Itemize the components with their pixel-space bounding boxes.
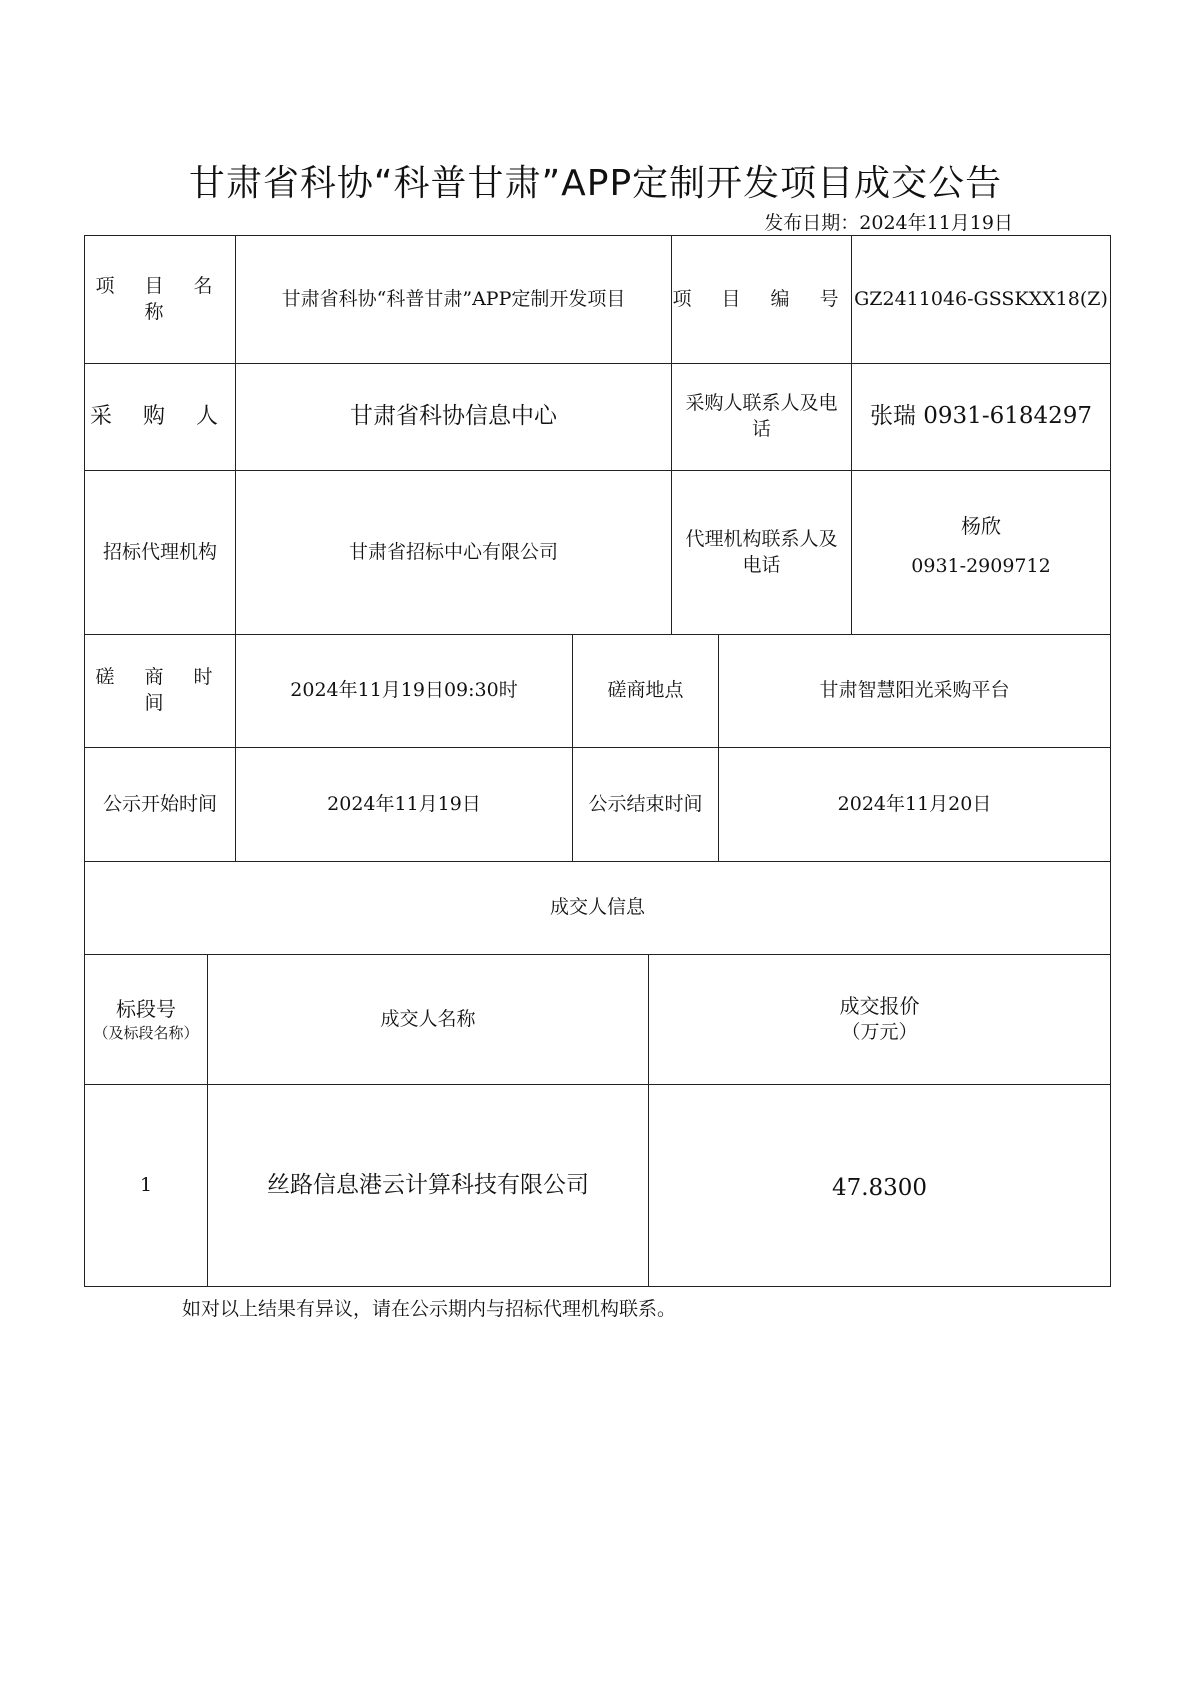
page-title: 甘肃省科协“科普甘肃”APP定制开发项目成交公告 [188, 163, 1003, 204]
purchaser-contact-value: 张瑞 0931-6184297 [851, 363, 1111, 471]
negotiation-time-value: 2024年11月19日09:30时 [235, 634, 573, 748]
agency-contact-phone: 0931-2909712 [911, 555, 1051, 577]
price-header: 成交报价 （万元） [648, 954, 1111, 1085]
winner-name-header: 成交人名称 [207, 954, 649, 1085]
project-no-value: GZ2411046-GSSKXX18(Z) [851, 235, 1111, 364]
agency-contact-name: 杨欣 [961, 514, 1001, 538]
agency-contact-label: 代理机构联系人及电话 [671, 470, 852, 635]
objection-note: 如对以上结果有异议，请在公示期内与招标代理机构联系。 [182, 1298, 677, 1320]
winner-section-header: 成交人信息 [84, 861, 1111, 955]
negotiation-place-value: 甘肃智慧阳光采购平台 [718, 634, 1111, 748]
purchaser-value: 甘肃省科协信息中心 [235, 363, 672, 471]
lot-header: 标段号 （及标段名称） [84, 954, 208, 1085]
purchaser-contact-label: 采购人联系人及电话 [671, 363, 852, 471]
publicity-end-label: 公示结束时间 [572, 747, 719, 862]
table-row-price: 47.8300 [648, 1084, 1111, 1287]
table-row-lot: 1 [84, 1084, 208, 1287]
agency-contact-value [851, 470, 1111, 635]
project-no-label: 项 目 编 号 [671, 235, 852, 364]
agency-value: 甘肃省招标中心有限公司 [235, 470, 672, 635]
publicity-end-value: 2024年11月20日 [718, 747, 1111, 862]
table-row-winner: 丝路信息港云计算科技有限公司 [207, 1084, 649, 1287]
publicity-start-value: 2024年11月19日 [235, 747, 573, 862]
negotiation-time-label: 磋 商 时 间 [84, 634, 236, 748]
purchaser-label: 采 购 人 [84, 363, 236, 471]
publish-date: 发布日期：2024年11月19日 [764, 212, 1013, 234]
project-name-label: 项 目 名 称 [84, 235, 236, 364]
negotiation-place-label: 磋商地点 [572, 634, 719, 748]
agency-label: 招标代理机构 [84, 470, 236, 635]
project-name-value: 甘肃省科协“科普甘肃”APP定制开发项目 [235, 235, 672, 364]
publicity-start-label: 公示开始时间 [84, 747, 236, 862]
